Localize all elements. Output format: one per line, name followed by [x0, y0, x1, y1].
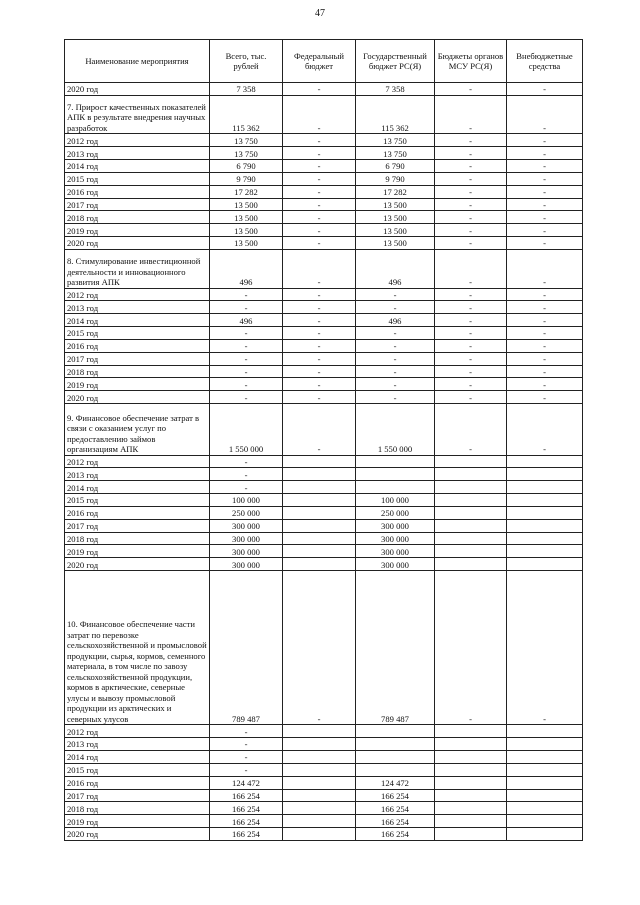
- municipal-cell: -: [435, 391, 507, 404]
- row-label: 2013 год: [65, 468, 210, 481]
- municipal-cell: -: [435, 198, 507, 211]
- federal-cell: [283, 815, 356, 828]
- row-label: 2015 год: [65, 327, 210, 340]
- year-row: [65, 83, 583, 96]
- category-row: [65, 404, 583, 455]
- federal-cell: -: [283, 314, 356, 327]
- extrabudget-cell: [507, 828, 583, 841]
- state-cell: 1 550 000: [356, 404, 435, 455]
- federal-cell: -: [283, 172, 356, 185]
- federal-cell: [283, 776, 356, 789]
- total-cell: -: [210, 455, 283, 468]
- extrabudget-cell: [507, 532, 583, 545]
- extrabudget-cell: [507, 750, 583, 763]
- row-label: 2014 год: [65, 314, 210, 327]
- state-cell: -: [356, 288, 435, 301]
- extrabudget-cell: -: [507, 237, 583, 250]
- municipal-cell: [435, 468, 507, 481]
- extrabudget-cell: -: [507, 404, 583, 455]
- total-cell: -: [210, 738, 283, 751]
- state-cell: 250 000: [356, 506, 435, 519]
- federal-cell: [283, 802, 356, 815]
- extrabudget-cell: -: [507, 95, 583, 134]
- row-label: 2014 год: [65, 750, 210, 763]
- row-label: 2019 год: [65, 545, 210, 558]
- municipal-cell: [435, 750, 507, 763]
- year-row: [65, 828, 583, 841]
- row-label: 2014 год: [65, 160, 210, 173]
- federal-cell: [283, 532, 356, 545]
- header-state: Государственный бюджет РС(Я): [356, 40, 435, 83]
- municipal-cell: [435, 725, 507, 738]
- year-row: [65, 134, 583, 147]
- municipal-cell: -: [435, 352, 507, 365]
- federal-cell: -: [283, 327, 356, 340]
- total-cell: 13 500: [210, 198, 283, 211]
- federal-cell: -: [283, 352, 356, 365]
- state-cell: 496: [356, 249, 435, 288]
- year-row: [65, 147, 583, 160]
- municipal-cell: [435, 545, 507, 558]
- extrabudget-cell: [507, 468, 583, 481]
- total-cell: 115 362: [210, 95, 283, 134]
- extrabudget-cell: -: [507, 352, 583, 365]
- row-label: 10. Финансовое обеспечение части затрат по перевозке сельскохозяйственной и промысловой продукции, сырья, кормов, семенного материала, в том числе по завозу сельскохозяйственной продукции, кормов в арктические, северные улусы и вывозу промысловой продукции из арктических и северных улусов: [65, 571, 210, 725]
- extrabudget-cell: -: [507, 249, 583, 288]
- year-row: [65, 750, 583, 763]
- federal-cell: [283, 468, 356, 481]
- federal-cell: [283, 763, 356, 776]
- category-row: [65, 571, 583, 725]
- year-row: [65, 815, 583, 828]
- year-row: [65, 494, 583, 507]
- federal-cell: -: [283, 391, 356, 404]
- total-cell: 13 500: [210, 237, 283, 250]
- total-cell: -: [210, 391, 283, 404]
- year-row: [65, 327, 583, 340]
- header-total: Всего, тыс. рублей: [210, 40, 283, 83]
- municipal-cell: -: [435, 288, 507, 301]
- total-cell: 13 500: [210, 224, 283, 237]
- total-cell: -: [210, 352, 283, 365]
- row-label: 7. Прирост качественных показателей АПК в результате внедрения научных разработок: [65, 95, 210, 134]
- state-cell: 115 362: [356, 95, 435, 134]
- row-label: 2019 год: [65, 224, 210, 237]
- federal-cell: -: [283, 147, 356, 160]
- state-cell: 300 000: [356, 558, 435, 571]
- total-cell: 250 000: [210, 506, 283, 519]
- extrabudget-cell: -: [507, 288, 583, 301]
- total-cell: -: [210, 301, 283, 314]
- municipal-cell: -: [435, 365, 507, 378]
- total-cell: 100 000: [210, 494, 283, 507]
- total-cell: 789 487: [210, 571, 283, 725]
- municipal-cell: [435, 558, 507, 571]
- state-cell: -: [356, 352, 435, 365]
- total-cell: 13 500: [210, 211, 283, 224]
- row-label: 2020 год: [65, 558, 210, 571]
- municipal-cell: -: [435, 339, 507, 352]
- municipal-cell: [435, 481, 507, 494]
- federal-cell: [283, 558, 356, 571]
- row-label: 2013 год: [65, 147, 210, 160]
- federal-cell: [283, 738, 356, 751]
- year-row: [65, 185, 583, 198]
- total-cell: 13 750: [210, 147, 283, 160]
- row-label: 2012 год: [65, 134, 210, 147]
- header-federal: Федеральный бюджет: [283, 40, 356, 83]
- extrabudget-cell: [507, 481, 583, 494]
- row-label: 2016 год: [65, 506, 210, 519]
- year-row: [65, 172, 583, 185]
- federal-cell: [283, 789, 356, 802]
- extrabudget-cell: [507, 494, 583, 507]
- municipal-cell: -: [435, 224, 507, 237]
- municipal-cell: -: [435, 249, 507, 288]
- year-row: [65, 802, 583, 815]
- municipal-cell: [435, 776, 507, 789]
- extrabudget-cell: [507, 776, 583, 789]
- total-cell: 7 358: [210, 83, 283, 96]
- extrabudget-cell: [507, 789, 583, 802]
- municipal-cell: [435, 519, 507, 532]
- state-cell: 300 000: [356, 545, 435, 558]
- federal-cell: [283, 828, 356, 841]
- state-cell: [356, 468, 435, 481]
- extrabudget-cell: -: [507, 378, 583, 391]
- total-cell: 166 254: [210, 828, 283, 841]
- extrabudget-cell: -: [507, 172, 583, 185]
- total-cell: -: [210, 725, 283, 738]
- municipal-cell: [435, 494, 507, 507]
- federal-cell: -: [283, 378, 356, 391]
- state-cell: 7 358: [356, 83, 435, 96]
- federal-cell: [283, 506, 356, 519]
- row-label: 2017 год: [65, 352, 210, 365]
- state-cell: 124 472: [356, 776, 435, 789]
- extrabudget-cell: -: [507, 211, 583, 224]
- municipal-cell: [435, 738, 507, 751]
- row-label: 2018 год: [65, 211, 210, 224]
- year-row: [65, 365, 583, 378]
- row-label: 2015 год: [65, 763, 210, 776]
- row-label: 2015 год: [65, 494, 210, 507]
- state-cell: [356, 481, 435, 494]
- total-cell: 166 254: [210, 789, 283, 802]
- federal-cell: -: [283, 237, 356, 250]
- year-row: [65, 224, 583, 237]
- municipal-cell: [435, 763, 507, 776]
- total-cell: -: [210, 750, 283, 763]
- extrabudget-cell: -: [507, 198, 583, 211]
- total-cell: -: [210, 763, 283, 776]
- year-row: [65, 776, 583, 789]
- row-label: 2012 год: [65, 288, 210, 301]
- municipal-cell: [435, 828, 507, 841]
- extrabudget-cell: [507, 506, 583, 519]
- total-cell: 496: [210, 314, 283, 327]
- row-label: 2016 год: [65, 339, 210, 352]
- year-row: [65, 378, 583, 391]
- extrabudget-cell: [507, 763, 583, 776]
- federal-cell: -: [283, 339, 356, 352]
- year-row: [65, 455, 583, 468]
- state-cell: 13 500: [356, 224, 435, 237]
- federal-cell: [283, 494, 356, 507]
- row-label: 2015 год: [65, 172, 210, 185]
- year-row: [65, 519, 583, 532]
- federal-cell: [283, 481, 356, 494]
- federal-cell: -: [283, 365, 356, 378]
- row-label: 2020 год: [65, 391, 210, 404]
- row-label: 2019 год: [65, 378, 210, 391]
- state-cell: [356, 750, 435, 763]
- year-row: [65, 391, 583, 404]
- state-cell: [356, 763, 435, 776]
- municipal-cell: [435, 532, 507, 545]
- extrabudget-cell: [507, 558, 583, 571]
- extrabudget-cell: -: [507, 224, 583, 237]
- page-number: 47: [315, 8, 325, 19]
- state-cell: 17 282: [356, 185, 435, 198]
- row-label: 2017 год: [65, 519, 210, 532]
- state-cell: 100 000: [356, 494, 435, 507]
- table-header-row: [65, 40, 583, 83]
- row-label: 2013 год: [65, 301, 210, 314]
- municipal-cell: -: [435, 147, 507, 160]
- row-label: 2013 год: [65, 738, 210, 751]
- year-row: [65, 352, 583, 365]
- state-cell: -: [356, 391, 435, 404]
- state-cell: -: [356, 339, 435, 352]
- state-cell: 166 254: [356, 789, 435, 802]
- municipal-cell: -: [435, 301, 507, 314]
- total-cell: -: [210, 327, 283, 340]
- row-label: 8. Стимулирование инвестиционной деятельности и инновационного развития АПК: [65, 249, 210, 288]
- municipal-cell: -: [435, 172, 507, 185]
- extrabudget-cell: [507, 545, 583, 558]
- year-row: [65, 314, 583, 327]
- state-cell: 13 750: [356, 134, 435, 147]
- state-cell: 166 254: [356, 828, 435, 841]
- federal-cell: [283, 545, 356, 558]
- extrabudget-cell: [507, 802, 583, 815]
- extrabudget-cell: -: [507, 301, 583, 314]
- extrabudget-cell: -: [507, 147, 583, 160]
- year-row: [65, 545, 583, 558]
- federal-cell: -: [283, 211, 356, 224]
- federal-cell: -: [283, 198, 356, 211]
- row-label: 2012 год: [65, 725, 210, 738]
- extrabudget-cell: [507, 519, 583, 532]
- federal-cell: -: [283, 224, 356, 237]
- row-label: 2017 год: [65, 198, 210, 211]
- row-label: 2018 год: [65, 532, 210, 545]
- total-cell: -: [210, 339, 283, 352]
- state-cell: -: [356, 365, 435, 378]
- year-row: [65, 763, 583, 776]
- year-row: [65, 725, 583, 738]
- state-cell: [356, 455, 435, 468]
- total-cell: 300 000: [210, 545, 283, 558]
- total-cell: 9 790: [210, 172, 283, 185]
- state-cell: 6 790: [356, 160, 435, 173]
- total-cell: 300 000: [210, 519, 283, 532]
- row-label: 2012 год: [65, 455, 210, 468]
- extrabudget-cell: -: [507, 365, 583, 378]
- header-municipal: Бюджеты органов МСУ РС(Я): [435, 40, 507, 83]
- row-label: 2016 год: [65, 185, 210, 198]
- extrabudget-cell: -: [507, 327, 583, 340]
- year-row: [65, 288, 583, 301]
- year-row: [65, 160, 583, 173]
- extrabudget-cell: [507, 725, 583, 738]
- extrabudget-cell: -: [507, 314, 583, 327]
- total-cell: 496: [210, 249, 283, 288]
- row-label: 2018 год: [65, 365, 210, 378]
- federal-cell: [283, 519, 356, 532]
- state-cell: 496: [356, 314, 435, 327]
- state-cell: 13 500: [356, 198, 435, 211]
- municipal-cell: -: [435, 404, 507, 455]
- extrabudget-cell: -: [507, 134, 583, 147]
- total-cell: 166 254: [210, 802, 283, 815]
- state-cell: 166 254: [356, 802, 435, 815]
- row-label: 2017 год: [65, 789, 210, 802]
- row-label: 2018 год: [65, 802, 210, 815]
- extrabudget-cell: [507, 455, 583, 468]
- state-cell: [356, 725, 435, 738]
- municipal-cell: [435, 802, 507, 815]
- year-row: [65, 468, 583, 481]
- state-cell: -: [356, 301, 435, 314]
- row-label: 2019 год: [65, 815, 210, 828]
- state-cell: 13 500: [356, 237, 435, 250]
- extrabudget-cell: -: [507, 339, 583, 352]
- municipal-cell: -: [435, 378, 507, 391]
- year-row: [65, 506, 583, 519]
- federal-cell: -: [283, 160, 356, 173]
- municipal-cell: -: [435, 95, 507, 134]
- total-cell: -: [210, 378, 283, 391]
- federal-cell: -: [283, 95, 356, 134]
- header-name: Наименование мероприятия: [65, 40, 210, 83]
- extrabudget-cell: -: [507, 185, 583, 198]
- extrabudget-cell: -: [507, 83, 583, 96]
- state-cell: 300 000: [356, 519, 435, 532]
- total-cell: 300 000: [210, 532, 283, 545]
- municipal-cell: -: [435, 160, 507, 173]
- total-cell: -: [210, 468, 283, 481]
- total-cell: 124 472: [210, 776, 283, 789]
- total-cell: 6 790: [210, 160, 283, 173]
- federal-cell: -: [283, 249, 356, 288]
- category-row: [65, 95, 583, 134]
- municipal-cell: -: [435, 185, 507, 198]
- year-row: [65, 481, 583, 494]
- municipal-cell: [435, 455, 507, 468]
- municipal-cell: -: [435, 83, 507, 96]
- state-cell: 13 750: [356, 147, 435, 160]
- municipal-cell: -: [435, 571, 507, 725]
- total-cell: 17 282: [210, 185, 283, 198]
- state-cell: -: [356, 327, 435, 340]
- year-row: [65, 198, 583, 211]
- row-label: 2020 год: [65, 83, 210, 96]
- municipal-cell: -: [435, 134, 507, 147]
- state-cell: 789 487: [356, 571, 435, 725]
- total-cell: 166 254: [210, 815, 283, 828]
- year-row: [65, 558, 583, 571]
- extrabudget-cell: [507, 815, 583, 828]
- year-row: [65, 339, 583, 352]
- extrabudget-cell: [507, 738, 583, 751]
- federal-cell: -: [283, 185, 356, 198]
- state-cell: 166 254: [356, 815, 435, 828]
- year-row: [65, 532, 583, 545]
- year-row: [65, 211, 583, 224]
- total-cell: 300 000: [210, 558, 283, 571]
- federal-cell: [283, 455, 356, 468]
- state-cell: 300 000: [356, 532, 435, 545]
- row-label: 2016 год: [65, 776, 210, 789]
- municipal-cell: -: [435, 211, 507, 224]
- federal-cell: -: [283, 134, 356, 147]
- municipal-cell: -: [435, 314, 507, 327]
- state-cell: 13 500: [356, 211, 435, 224]
- state-cell: 9 790: [356, 172, 435, 185]
- budget-table: [64, 39, 583, 841]
- federal-cell: -: [283, 288, 356, 301]
- federal-cell: [283, 725, 356, 738]
- extrabudget-cell: -: [507, 160, 583, 173]
- extrabudget-cell: -: [507, 571, 583, 725]
- municipal-cell: [435, 506, 507, 519]
- year-row: [65, 738, 583, 751]
- year-row: [65, 301, 583, 314]
- total-cell: 1 550 000: [210, 404, 283, 455]
- municipal-cell: -: [435, 237, 507, 250]
- municipal-cell: [435, 789, 507, 802]
- total-cell: 13 750: [210, 134, 283, 147]
- federal-cell: -: [283, 83, 356, 96]
- federal-cell: -: [283, 404, 356, 455]
- total-cell: -: [210, 288, 283, 301]
- row-label: 2014 год: [65, 481, 210, 494]
- federal-cell: [283, 750, 356, 763]
- municipal-cell: -: [435, 327, 507, 340]
- row-label: 2020 год: [65, 237, 210, 250]
- municipal-cell: [435, 815, 507, 828]
- year-row: [65, 237, 583, 250]
- year-row: [65, 789, 583, 802]
- row-label: 9. Финансовое обеспечение затрат в связи с оказанием услуг по предоставлению займов организациям АПК: [65, 404, 210, 455]
- state-cell: [356, 738, 435, 751]
- total-cell: -: [210, 481, 283, 494]
- row-label: 2020 год: [65, 828, 210, 841]
- state-cell: -: [356, 378, 435, 391]
- extrabudget-cell: -: [507, 391, 583, 404]
- category-row: [65, 249, 583, 288]
- federal-cell: -: [283, 571, 356, 725]
- total-cell: -: [210, 365, 283, 378]
- federal-cell: -: [283, 301, 356, 314]
- header-extrabudget: Внебюджетные средства: [507, 40, 583, 83]
